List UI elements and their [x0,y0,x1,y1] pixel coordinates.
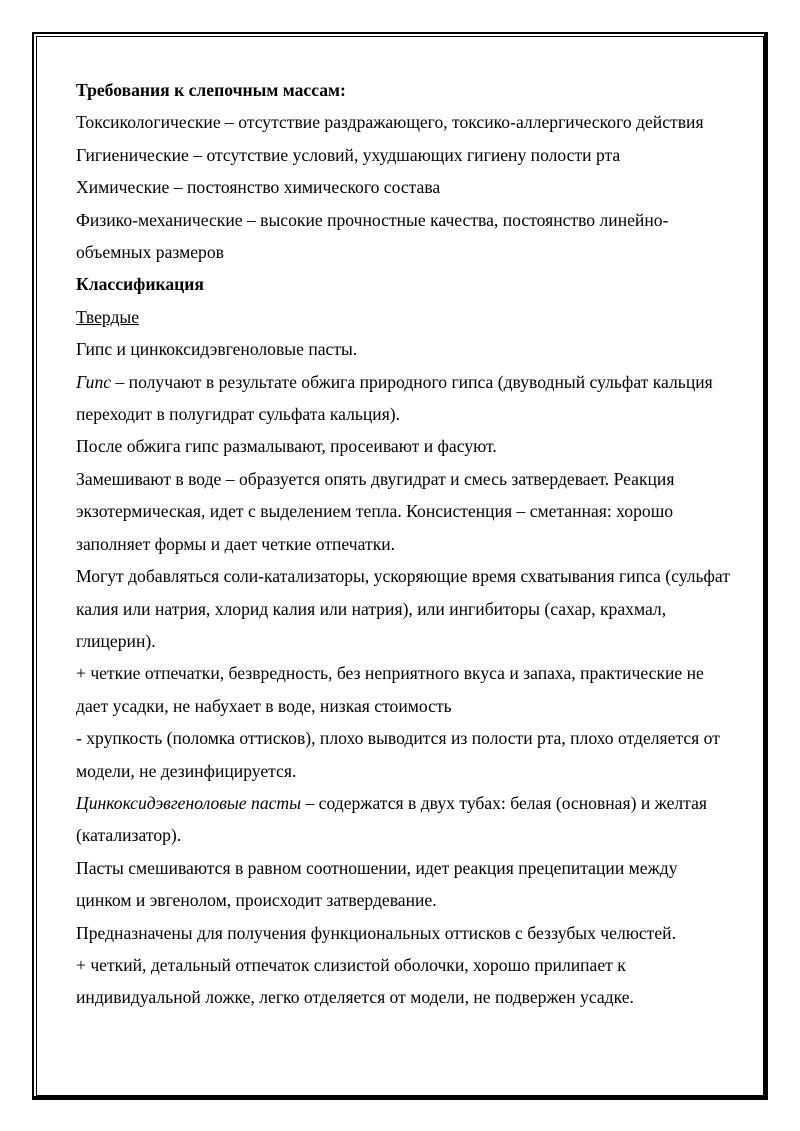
gypsum-definition [76,366,736,431]
gypsum-processing: После обжига гипс размалывают, просеивают и фасуют. [76,436,497,457]
gypsum-term: Гипс [76,371,112,392]
heading-classification: Классификация [76,274,204,295]
document-body [76,74,736,1014]
gypsum-advantages: + четкие отпечатки, безвредность, без неприятного вкуса и запаха, практические не дает усадки, не набухает в воде, низкая стоимость [76,663,704,716]
requirement-hygienic: Гигиенические – отсутствие условий, ухудшающих гигиену полости рта [76,144,621,165]
solid-materials-list: Гипс и цинкоксидэвгеноловые пасты. [76,339,358,360]
gypsum-disadvantages: - хрупкость (поломка оттисков), плохо выводится из полости рта, плохо отделяется от модели, не дезинфицируется. [76,728,720,781]
subheading-solid [76,301,736,333]
requirement-physico-mechanical: Физико-механические – высокие прочностные качества, постоянство линейно-объемных размеров [76,209,669,263]
gypsum-additives: Могут добавляться соли-катализаторы, ускоряющие время схватывания гипса (сульфат калия или натрия, хлорид калия или натрия), или ингибиторы (сахар, крахмал, глицерин). [76,566,730,651]
zoe-mixing: Пасты смешиваются в равном соотношении, идет реакция прецепитации между цинком и эвгенолом, происходит затвердевание. [76,857,678,911]
zoe-definition [76,787,736,852]
zoe-definition-text: – содержатся в двух тубах: белая (основная) и желтая (катализатор). [76,792,707,846]
gypsum-definition-text: – получают в результате обжига природного гипса (двуводный сульфат кальция переходит в полугидрат сульфата кальция). [76,371,713,425]
requirement-toxicological: Токсикологические – отсутствие раздражающего, токсико-аллергического действия [76,112,704,133]
requirement-chemical: Химические – постоянство химического состава [76,177,441,198]
heading-requirements: Требования к слепочным массам: [76,80,346,100]
zoe-purpose: Предназначены для получения функциональных оттисков с беззубых челюстей. [76,922,676,943]
gypsum-mixing: Замешивают в воде – образуется опять двугидрат и смесь затвердевает. Реакция экзотермическая, идет с выделением тепла. Консистенция – сметанная: хорошо заполняет формы и дает четкие отпечатки. [76,468,675,554]
subheading-solid-label: Твердые [76,306,140,327]
zoe-advantages: + четкий, детальный отпечаток слизистой оболочки, хорошо прилипает к индивидуальной ложке, легко отделяется от модели, не подвержен усадке. [76,954,634,1008]
zoe-term: Цинкоксидэвгеноловые пасты [76,792,302,813]
